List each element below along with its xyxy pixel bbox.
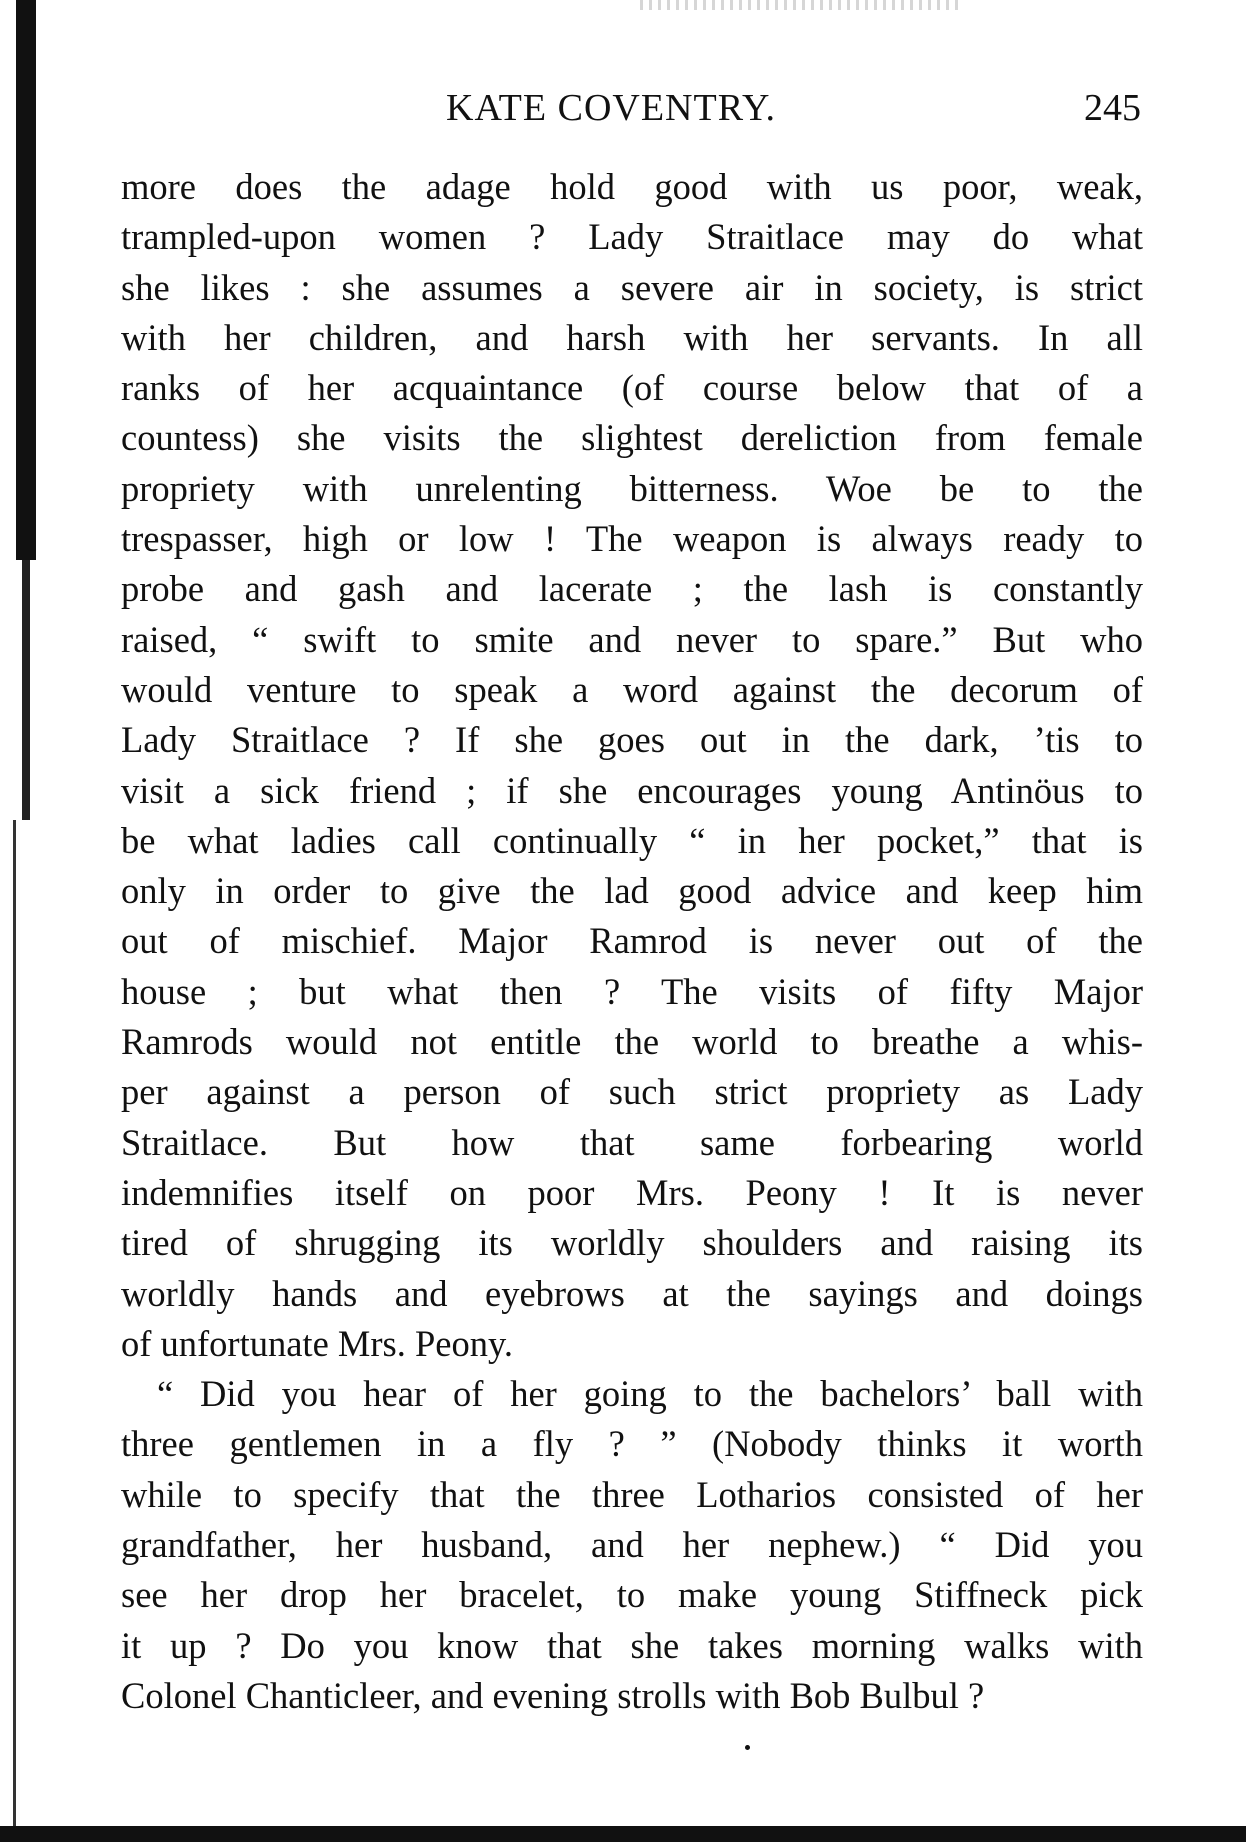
text-line: more does the adage hold good with us poor, weak, <box>121 166 1143 207</box>
text-line: probe and gash and lacerate ; the lash is constantly <box>121 568 1143 610</box>
text-line: worldly hands and eyebrows at the sayings and doings <box>121 1272 1143 1314</box>
text-line: be what ladies call continually “ in her pocket,” that is <box>121 819 1143 861</box>
text-line: Colonel Chanticleer, and evening strolls with Bob Bulbul ? <box>121 1674 985 1716</box>
page-bottom-edge <box>0 1826 1246 1842</box>
text-line: indemnifies itself on poor Mrs. Peony ! It is never <box>121 1171 1143 1213</box>
text-line: out of mischief. Major Ramrod is never out of the <box>121 920 1143 962</box>
text-line: she likes : she assumes a severe air in society, is strict <box>121 266 1143 308</box>
binding-edge <box>13 820 16 1830</box>
text-line: only in order to give the lad good advice and keep him <box>121 870 1143 912</box>
text-line: Ramrods would not entitle the world to breathe a whis- <box>121 1021 1143 1063</box>
text-line: trampled-upon women ? Lady Straitlace may do what <box>121 216 1143 258</box>
binding-edge <box>16 0 36 560</box>
binding-edge <box>22 560 30 820</box>
text-line: Lady Straitlace ? If she goes out in the dark, ’tis to <box>121 719 1143 761</box>
text-line: three gentlemen in a fly ? ” (Nobody thinks it worth <box>121 1423 1143 1465</box>
text-line: house ; but what then ? The visits of fifty Major <box>121 970 1143 1012</box>
text-line: “ Did you hear of her going to the bachelors’ ball with <box>157 1373 1143 1415</box>
text-line: visit a sick friend ; if she encourages young Antinöus to <box>121 769 1143 811</box>
text-line: grandfather, her husband, and her nephew.) “ Did you <box>121 1524 1143 1566</box>
text-line: per against a person of such strict propriety as Lady <box>121 1071 1143 1113</box>
text-line: see her drop her bracelet, to make young Stiffneck pick <box>121 1574 1143 1616</box>
text-line: while to specify that the three Lotharios consisted of her <box>121 1473 1143 1515</box>
body-text <box>121 162 1143 1721</box>
page-header <box>0 86 1246 136</box>
text-line: Straitlace. But how that same forbearing world <box>121 1121 1143 1163</box>
text-line: tired of shrugging its worldly shoulders and raising its <box>121 1222 1143 1264</box>
text-line: propriety with unrelenting bitterness. Woe be to the <box>121 467 1143 509</box>
running-title: KATE COVENTRY. <box>446 87 776 129</box>
text-line: of unfortunate Mrs. Peony. <box>121 1322 513 1364</box>
text-line: would venture to speak a word against the decorum of <box>121 668 1143 710</box>
text-line: ranks of her acquaintance (of course below that of a <box>121 367 1143 409</box>
text-line: it up ? Do you know that she takes morning walks with <box>121 1624 1143 1666</box>
text-line: with her children, and harsh with her servants. In all <box>121 316 1143 358</box>
scan-artifact <box>640 0 960 10</box>
text-line: trespasser, high or low ! The weapon is always ready to <box>121 518 1143 560</box>
text-line: countess) she visits the slightest dereliction from female <box>121 417 1143 459</box>
text-line: raised, “ swift to smite and never to spare.” But who <box>121 618 1143 660</box>
scan-speck <box>745 1745 750 1750</box>
page-number: 245 <box>1084 87 1141 129</box>
